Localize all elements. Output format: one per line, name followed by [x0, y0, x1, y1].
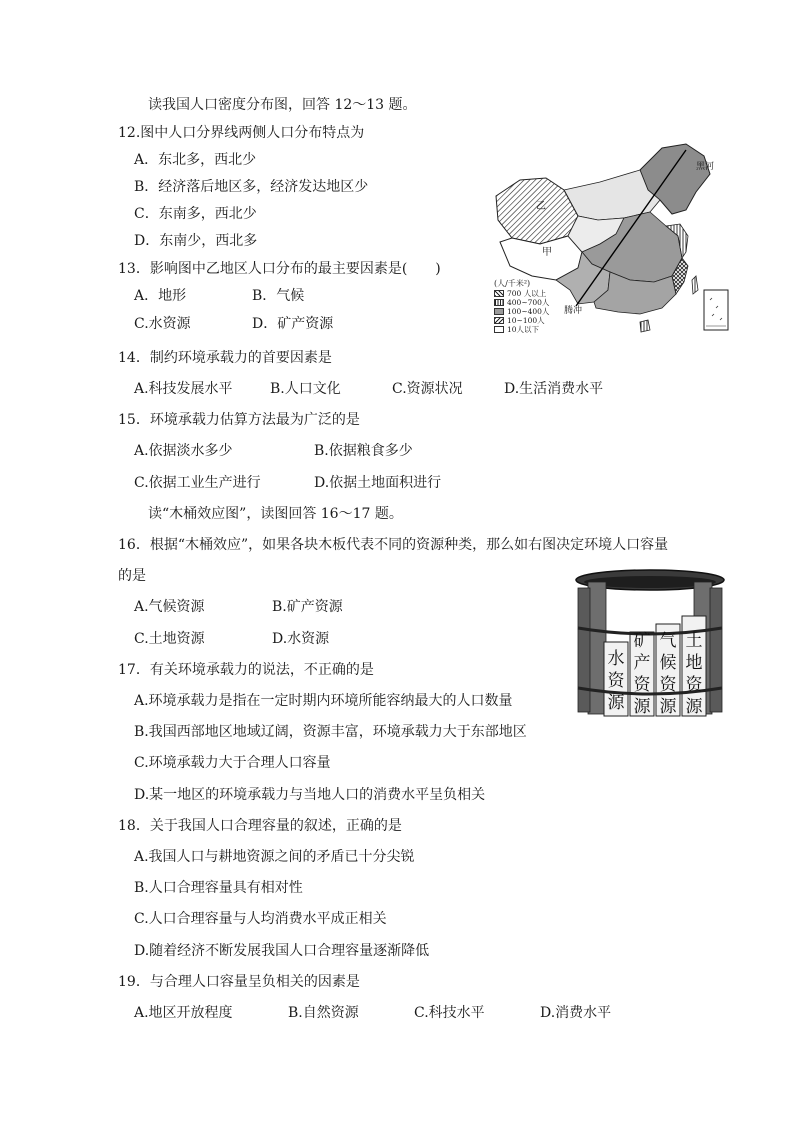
question-14-option-a[interactable]: A.科技发展水平	[134, 381, 233, 397]
map-label-jia: 甲	[542, 247, 552, 258]
map-label-yi: 乙	[536, 201, 546, 212]
barrel-effect-figure	[572, 568, 728, 720]
question-13-option-d[interactable]: D．矿产资源	[252, 316, 334, 332]
legend-label: 700 人以上	[507, 289, 547, 298]
question-16-option-b[interactable]: B.矿产资源	[272, 599, 343, 615]
question-19-option-a[interactable]: A.地区开放程度	[134, 1005, 233, 1021]
legend-label: 10人以下	[507, 325, 540, 334]
question-18-option-d[interactable]: D.随着经济不断发展我国人口合理容量逐渐降低	[134, 943, 430, 959]
question-12-option-c[interactable]: C．东南多，西北少	[134, 206, 257, 222]
legend-item-700-plus	[494, 289, 558, 298]
question-12-stem: 12.图中人口分界线两侧人口分布特点为	[118, 125, 365, 141]
question-16-option-a[interactable]: A.气候资源	[134, 599, 205, 615]
question-13-option-a[interactable]: A．地形	[134, 288, 187, 304]
question-17-option-b[interactable]: B.我国西部地区地域辽阔，资源丰富，环境承载力大于东部地区	[134, 724, 527, 740]
question-17-option-c[interactable]: C.环境承载力大于合理人口容量	[134, 755, 331, 771]
legend-title: (人/千米²)	[494, 279, 531, 288]
legend-item-10-100	[494, 316, 558, 325]
legend-label: 100~400人	[507, 307, 550, 316]
legend-item-400-700	[494, 298, 558, 307]
stave-mineral-resources: 矿产资源	[633, 631, 651, 717]
legend-label: 400~700人	[507, 298, 550, 307]
legend-item-below-10	[494, 325, 558, 334]
question-12-option-d[interactable]: D．东南少，西北多	[134, 233, 258, 249]
legend-swatch	[494, 317, 504, 324]
legend-item-100-400	[494, 307, 558, 316]
question-15-option-b[interactable]: B.依据粮食多少	[314, 443, 413, 459]
question-17-stem: 17．有关环境承载力的说法，不正确的是	[118, 662, 374, 678]
question-13-option-c[interactable]: C.水资源	[134, 316, 191, 332]
question-15-option-c[interactable]: C.依据工业生产进行	[134, 475, 261, 491]
map-label-heihe: 黑河	[696, 162, 715, 172]
question-18-option-c[interactable]: C.人口合理容量与人均消费水平成正相关	[134, 911, 387, 927]
stave-water-resources: 水资源	[607, 649, 625, 713]
question-14-option-c[interactable]: C.资源状况	[392, 381, 463, 397]
question-16-option-d[interactable]: D.水资源	[272, 631, 330, 647]
question-18-option-b[interactable]: B.人口合理容量具有相对性	[134, 880, 303, 896]
question-13-stem: 13．影响图中乙地区人口分布的最主要因素是( )	[118, 261, 441, 277]
stave-land-resources: 土地资源	[685, 631, 703, 717]
question-14-option-d[interactable]: D.生活消费水平	[504, 381, 604, 397]
question-18-option-a[interactable]: A.我国人口与耕地资源之间的矛盾已十分尖锐	[134, 849, 415, 865]
question-13-option-b[interactable]: B．气候	[252, 288, 305, 304]
population-density-map	[490, 140, 732, 345]
question-15-option-a[interactable]: A.依据淡水多少	[134, 443, 233, 459]
question-14-stem: 14．制约环境承载力的首要因素是	[118, 350, 332, 366]
question-19-option-d[interactable]: D.消费水平	[540, 1005, 612, 1021]
question-12-option-b[interactable]: B．经济落后地区多，经济发达地区少	[134, 179, 369, 195]
legend-label: 10~100人	[507, 316, 545, 325]
question-15-option-d[interactable]: D.依据土地面积进行	[314, 475, 442, 491]
question-18-stem: 18．关于我国人口合理容量的叙述，正确的是	[118, 818, 402, 834]
legend-swatch	[494, 308, 504, 315]
map-label-tengchong: 腾冲	[564, 306, 583, 316]
question-16-stem-line-2: 的是	[118, 568, 146, 584]
question-15-stem: 15．环境承载力估算方法最为广泛的是	[118, 412, 360, 428]
intro-12-13: 读我国人口密度分布图，回答 12～13 题。	[148, 97, 417, 113]
legend-swatch	[494, 326, 504, 333]
question-12-option-a[interactable]: A．东北多，西北少	[134, 152, 257, 168]
stave-climate-resources: 气候资源	[659, 631, 677, 717]
question-16-stem-line-1: 16．根据“木桶效应”，如果各块木板代表不同的资源种类，那么如右图决定环境人口容量	[118, 537, 669, 553]
intro-16-17: 读“木桶效应图”，读图回答 16～17 题。	[148, 506, 403, 522]
question-14-option-b[interactable]: B.人口文化	[270, 381, 341, 397]
question-19-stem: 19．与合理人口容量呈负相关的因素是	[118, 974, 360, 990]
question-17-option-a[interactable]: A.环境承载力是指在一定时期内环境所能容纳最大的人口数量	[134, 693, 513, 709]
legend-swatch	[494, 290, 504, 297]
question-19-option-c[interactable]: C.科技水平	[414, 1005, 485, 1021]
question-16-option-c[interactable]: C.土地资源	[134, 631, 205, 647]
legend-swatch	[494, 299, 504, 306]
question-17-option-d[interactable]: D.某一地区的环境承载力与当地人口的消费水平呈负相关	[134, 787, 486, 803]
question-19-option-b[interactable]: B.自然资源	[288, 1005, 359, 1021]
